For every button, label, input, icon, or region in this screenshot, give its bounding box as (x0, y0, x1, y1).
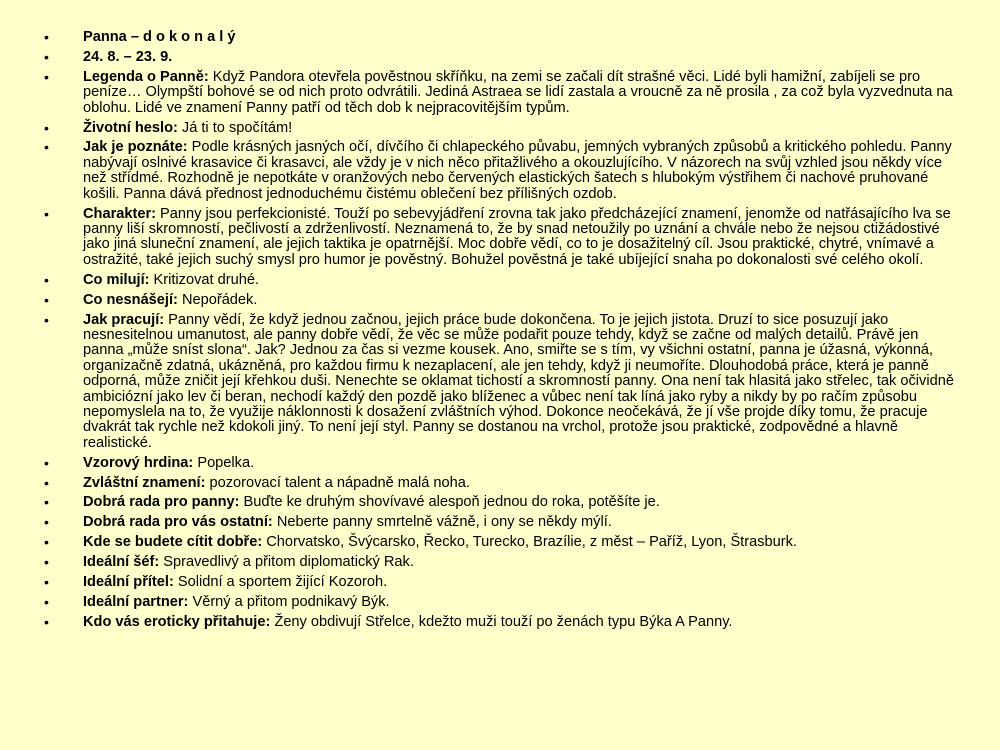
bullet-icon: • (44, 205, 49, 222)
list-item (40, 140, 960, 202)
list-item (40, 495, 960, 510)
item-label: Charakter: (83, 205, 156, 222)
bullet-list (40, 30, 960, 630)
item-label: Dobrá rada pro vás ostatní: (83, 514, 273, 531)
bullet-icon: • (44, 574, 49, 591)
item-text: Buďte ke druhým shovívavé alespoň jednou do roka, potěšíte je. (239, 494, 660, 511)
item-text: pozorovací talent a nápadně malá noha. (205, 474, 470, 491)
item-text: Neberte panny smrtelně vážně, i ony se někdy mýlí. (272, 514, 612, 531)
bullet-icon: • (44, 494, 49, 511)
list-item (40, 615, 960, 630)
bullet-icon: • (44, 534, 49, 551)
bullet-icon: • (44, 454, 49, 471)
item-label: Panna – d o k o n a l ý (83, 29, 236, 45)
bullet-icon: • (44, 139, 49, 156)
list-item (40, 535, 960, 550)
item-label: Ideální partner: (83, 594, 189, 610)
bullet-icon: • (44, 48, 49, 65)
item-label: Co nesnášejí: (83, 291, 178, 308)
item-text: Podle krásných jasných očí, dívčího či chlapeckého půvabu, jemných vybraných způsobů a kritického pohledu. Panny nabývají oslnivé krasavice či krasavci, ale vždy je v nich něco přitažlivého a okouzlujícího. V názorech na svůj vzhled jsou někdy více než střídmé. Rozhodně je nepotkáte v oranžových nebo červených elastických šatech s hlubokým výstřihem či nachové pruhované košili. Panna dává přednost jednoduchému čistému oblečení bez přílišných ozdob. (83, 139, 952, 202)
item-text: Spravedlivý a přitom diplomatický Rak. (159, 554, 414, 571)
item-label: Životní heslo: (83, 119, 178, 136)
bullet-icon: • (44, 29, 49, 45)
item-text: Kritizovat druhé. (149, 271, 259, 288)
item-label: Kde se budete cítit dobře: (83, 534, 263, 551)
bullet-icon: • (44, 68, 49, 85)
list-item (40, 313, 960, 452)
item-text: Když Pandora otevřela pověstnou skříňku, na zemi se začali dít strašné věci. Lidé byli hamižní, zabíjeli se pro peníze… Olympští bohové se od nich proto odvrátili. Jediná Astraea se lidí zastala a vroucně za ně prosila , za což byla vyzvednuta na oblohu. Lidé ve znamení Panny patří od těch dob k nejpracovitějším typům. (83, 68, 953, 116)
item-label: Jak je poznáte: (83, 139, 188, 156)
list-item (40, 121, 960, 136)
bullet-icon: • (44, 119, 49, 136)
item-label: Co milují: (83, 271, 150, 288)
bullet-icon: • (44, 554, 49, 571)
bullet-icon: • (44, 594, 49, 610)
list-item (40, 555, 960, 570)
bullet-icon: • (44, 514, 49, 531)
bullet-icon: • (44, 291, 49, 308)
item-text: Panny jsou perfekcionisté. Touží po sebevyjádření zrovna tak jako předcházející znamení, jenomže od natřásajícího lva se panny liší skromností, pečlivostí a zdrženlivostí. Neznamená to, že by snad netoužily po uznání a chvále nebo že nejsou ctižádostivé jako jiná sluneční znamení, ale jejich taktika je opatrnější. Moc dobře vědí, co to je dosažitelný cíl. Jsou praktické, chytré, vnímavé a ostražité, také jejich suchý smysl pro humor je pověstný. Bohužel pověstná je také ubíjející snaha po dokonalosti své celého okolí. (83, 205, 951, 268)
item-label: Ideální šéf: (83, 554, 160, 571)
item-label: Legenda o Panně: (83, 68, 209, 85)
list-item (40, 273, 960, 288)
item-label: Zvláštní znamení: (83, 474, 206, 491)
list-item (40, 30, 960, 45)
list-item (40, 207, 960, 269)
item-text: Věrný a přitom podnikavý Býk. (188, 594, 390, 610)
item-text: Panny vědí, že když jednou začnou, jejich práce bude dokončena. To je jejich jistota. Druzí to sice posuzují jako nesnesitelnou umanutost, ale panny dobře vědí, že věc se může podařit pouze tehdy, když se začne od malých detailů. Právě jen panna „může sníst slona“. Jak? Jednou za čas si vezme kousek. Ano, smiřte se s tím, vy všichni ostatní, panna je úžasná, výkonná, organizačně zdatná, ukázněná, pro každou firmu k nezaplacení, ale jen tehdy, když ji neumoříte. Dlouhodobá práce, která je panně odporná, může zničit její křehkou duši. Nenechte se oklamat tichostí a skromností panny. Ona není tak hlasitá jako střelec, tak očividně ambiciózní jako lev či beran, nechodí každý den pozdě jako blíženec a vůbec není tak líná jako ryby a nikdy by po račím způsobu nepomyslela na to, že využije náklonnosti k dosažení zvláštních výhod. Dokonce neočekává, že jí vše projde díky tomu, že pracuje dvakrát tak rychle než kdokoli jiný. To není její styl. Panny se dostanou na vrchol, protože jsou praktické, zodpovědné a hlavně realistické. (83, 311, 954, 451)
list-item (40, 70, 960, 116)
list-item (40, 50, 960, 65)
list-item (40, 456, 960, 471)
item-label: Vzorový hrdina: (83, 454, 194, 471)
list-item (40, 575, 960, 590)
item-label: Kdo vás eroticky přitahuje: (83, 613, 271, 630)
bullet-icon: • (44, 311, 49, 328)
list-item (40, 476, 960, 491)
list-item (40, 515, 960, 530)
item-label: Jak pracují: (83, 311, 165, 328)
item-text: Ženy obdivují Střelce, kdežto muži touží po ženách typu Býka A Panny. (270, 613, 733, 630)
item-text: Popelka. (193, 454, 255, 471)
list-item (40, 293, 960, 308)
item-text: Solidní a sportem žijící Kozoroh. (173, 574, 388, 591)
bullet-icon: • (44, 474, 49, 491)
bullet-icon: • (44, 613, 49, 630)
item-text: Nepořádek. (177, 291, 258, 308)
item-label: 24. 8. – 23. 9. (83, 48, 173, 65)
bullet-icon: • (44, 271, 49, 288)
item-text: Já ti to spočítám! (177, 119, 293, 136)
item-label: Ideální přítel: (83, 574, 174, 591)
item-text: Chorvatsko, Švýcarsko, Řecko, Turecko, Brazílie, z měst – Paříž, Lyon, Štrasburk. (262, 534, 797, 551)
list-item (40, 595, 960, 610)
item-label: Dobrá rada pro panny: (83, 494, 240, 511)
